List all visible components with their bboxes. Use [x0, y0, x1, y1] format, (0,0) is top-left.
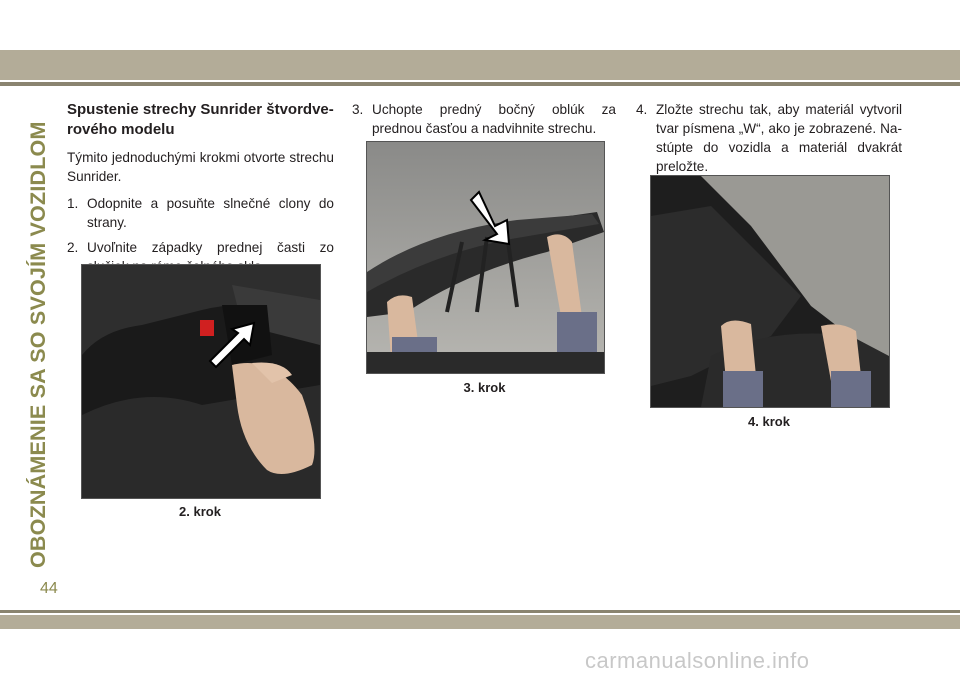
step-3-number: 3. [352, 102, 364, 117]
top-margin [0, 0, 960, 50]
caption-step-2: 2. krok [179, 504, 221, 519]
step-4-text: Zložte strechu tak, aby materiál vytvoril tvar písmena „W“, ako je zobrazené. Na-stúpte do vozidla a materiál dvakrát preložte. [656, 102, 902, 174]
step-4-number: 4. [636, 102, 648, 117]
caption-step-4: 4. krok [748, 414, 790, 429]
heading-line-2: rového modelu [67, 121, 175, 138]
page-number: 44 [40, 580, 58, 597]
column-3 [636, 100, 902, 182]
column-2 [352, 100, 616, 144]
step-1 [67, 194, 334, 232]
footer-bar [0, 615, 960, 629]
section-heading [67, 100, 334, 140]
step-1-number: 1. [67, 196, 79, 211]
caption-step-3: 3. krok [463, 380, 506, 395]
step-3 [352, 100, 616, 138]
header-bar [0, 50, 960, 80]
watermark-text: carmanualsonline.info [585, 648, 810, 673]
step-2-number: 2. [67, 240, 79, 255]
intro-paragraph: Týmito jednoduchými krokmi otvorte strechu Sunrider. [67, 150, 334, 184]
photo-step-2 [81, 264, 321, 499]
header-rule [0, 82, 960, 86]
section-side-title: OBOZNÁMENIE SA SO SVOJÍM VOZIDLOM [26, 121, 50, 568]
step-3-text: Uchopte predný bočný oblúk za prednou časťou a nadvihnite strechu. [372, 102, 616, 136]
step-2-text: Uvoľnite západky prednej časti zo [87, 240, 334, 255]
footer-rule [0, 610, 960, 613]
step-4 [636, 100, 902, 176]
step-1-text: Odopnite a posuňte slnečné clony do strany. [87, 196, 334, 230]
column-1 [67, 100, 334, 282]
photo-step-4 [650, 175, 890, 408]
photo-step-3 [366, 141, 605, 374]
heading-line-1: Spustenie strechy Sunrider štvordve- [67, 101, 334, 118]
